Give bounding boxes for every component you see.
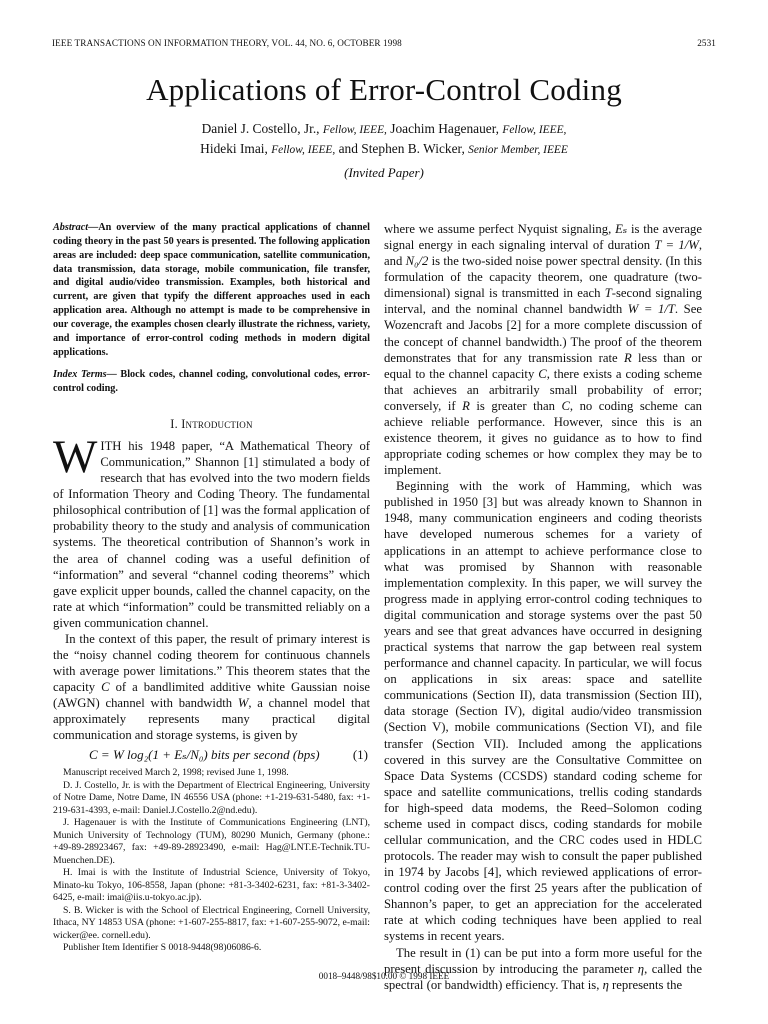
math-symbol: T: [604, 286, 612, 301]
paragraph-text: . See Wozencraft and Jacobs [2] for a more complete discussion of the concept of channel bandwidth.) The proof of the theorem demonstrates that for any transmission rate: [384, 302, 702, 365]
paragraph-text: In the context of this paper, the result of primary interest is the “noisy channel coding theorem for continuous channels with average power limitations.” This theorem states that the capacity: [53, 631, 370, 694]
paragraph-text: , no coding scheme can achieve reliable performance. However, since this is an existence theorem, it gives no guidance as to how to find appropriate coding schemes or how complex they may be to implement.: [384, 398, 702, 478]
paragraph-text: , a channel model that approximately represents many practical digital communication and storage systems, is given by: [53, 695, 370, 743]
paper-title: Applications of Error-Control Coding: [146, 72, 622, 107]
paragraph-text: is the average signal energy in each signaling interval of duration: [384, 222, 702, 253]
section-number: I.: [170, 417, 182, 432]
right-column: [384, 221, 702, 993]
paragraph-text: of a bandlimited additive white Gaussian noise (AWGN) channel with bandwidth: [53, 679, 370, 710]
math-symbol: Eₛ: [615, 222, 628, 236]
abstract-text: An overview of the many practical applications of channel coding theory in the past 50 years is presented. The following application areas are included: deep space communication, satellite communication, data transmission, data storage, mobile communication, file transfer, and digital audio/video transmission. Examples, both historical and current, are given that typify the different approaches used in each application area. Although no attempt is made to be comprehensive in our coverage, the examples chosen clearly illustrate the richness, variety, and importance of error-control coding methods in modern digital applications.: [53, 222, 370, 358]
abstract: [53, 221, 370, 359]
math-symbol: C: [538, 366, 547, 381]
footnote: J. Hagenauer is with the Institute of Communications Engineering (LNT), Munich University of Technology (TUM), 80290 Munich, Germany (phone.: +49-89-28923467, fax: +49-89-28923490, e-mail: Hag@LNT.E-Technik.TU-Muenchen.DE).: [53, 817, 370, 866]
drop-cap: W: [53, 431, 98, 484]
math-symbol: W = 1/T: [627, 302, 675, 317]
author-wicker: and Stephen B. Wicker,: [338, 140, 465, 156]
paragraph-text: is the two-sided noise power spectral density. (In this formulation of the capacity theorem, one quadrature (two-dimensional) signal is transmitted in each: [384, 254, 702, 301]
paragraph-history: Beginning with the work of Hamming, which was published in 1950 [3] but was already known to Shannon in 1948, many communication engineers and coding theorists have developed numerous schemes for a variety of applications in an attempt to achieve performance close to what was promised by Shannon with reasonable implementation complexity. In this paper, we will survey the progress made in applying error-control coding techniques to digital communication and storage systems over the past 50 years and see that great advances have occurred in designing practical systems that narrow the gap between real system performance and channel capacity. In particular, we will focus on applications in six areas: space and satellite communications (Section II), data transmission (Section III), data storage (Section IV), digital audio/video transmission (Section V), mobile communications (Section VI), and file transfer (Section VII). Included among the applications covered in this survey are the Consultative Committee on Space Data Systems (CCSDS) standard coding scheme for space and satellite communications, trellis coding standards for high-speed data modems, the Reed–Solomon coding scheme used in compact discs, coding standards for mobile cellular communication, and the CRC codes used in HDLC protocols. The reader may wish to consult the paper published in 1974 by Jacobs [4], which reviewed applications of error-control coding over the first 25 years after the publication of Shannon’s paper, to get an appreciation for the accelerated rate at which coding techniques have been applied to real systems in recent years.: [384, 479, 702, 944]
math-symbol: T = 1/W: [654, 238, 699, 253]
math-symbol: C: [561, 398, 570, 413]
copyright-footer: 0018–9448/98$10.00 © 1998 IEEE: [318, 971, 450, 981]
author-line-1: [0, 120, 768, 140]
paragraph-text: -second signaling interval, and the nominal channel bandwidth: [384, 286, 702, 317]
author-line-2: [0, 140, 768, 160]
footnote: Manuscript received March 2, 1998; revised June 1, 1998.: [63, 767, 289, 779]
index-terms-lead: Index Terms—: [53, 369, 117, 381]
paragraph-text: where we assume perfect Nyquist signaling,: [384, 222, 616, 236]
paragraph-spectral-efficiency: [384, 945, 702, 993]
journal-header: IEEE TRANSACTIONS ON INFORMATION THEORY, VOL. 44, NO. 6, OCTOBER 1998: [52, 38, 402, 48]
author-hagenauer: Joachim Hagenauer,: [390, 121, 500, 136]
abstract-lead: Abstract—: [53, 222, 99, 233]
left-column: [53, 221, 370, 955]
section-heading: [53, 416, 370, 432]
author-degree: Senior Member, IEEE: [468, 143, 568, 156]
equation-expression: C = W log₂(1 + Eₛ/N₀) bits per second (bps): [89, 747, 320, 763]
author-degree: Fellow, IEEE,: [322, 124, 387, 136]
math-symbol: η: [637, 961, 645, 976]
index-terms-text: Block codes, channel coding, convolutional codes, error-control coding.: [53, 369, 370, 395]
math-symbol: η: [602, 977, 609, 992]
drop-cap-continuation: ITH: [100, 439, 122, 454]
author-degree: Fellow, IEEE,: [271, 143, 336, 156]
author-list: [0, 120, 768, 159]
footnote: S. B. Wicker is with the School of Electrical Engineering, Cornell University, Ithaca, NY 14853 USA (phone: +1-607-255-8817, fax: +1-607-255-9072, e-mail: wicker@ee. cornell.edu).: [53, 904, 370, 941]
equation-1: [53, 745, 370, 765]
section-title: Introduction: [181, 417, 253, 432]
intro-paragraph-2: [53, 631, 370, 743]
footnote: D. J. Costello, Jr. is with the Department of Electrical Engineering, University of Notre Dame, Notre Dame, IN 46556 USA (phone: +1-219-631-5480, fax: +1-219-631-4393, e-mail: Daniel.J.Costello.2@nd.edu).: [53, 779, 370, 816]
paragraph-text: is greater than: [469, 398, 562, 413]
paragraph-text: , and: [384, 238, 702, 269]
math-symbol: R: [462, 398, 470, 413]
footnote: Publisher Item Identifier S 0018-9448(98)06086-6.: [63, 942, 262, 954]
paragraph-text: , there exists a coding scheme that achieves an arbitrarily small probability of error; conversely, if: [384, 366, 703, 413]
math-symbol: N₀/2: [405, 254, 429, 269]
paragraph-capacity-explanation: [384, 221, 702, 478]
index-terms: [53, 368, 370, 396]
paragraph-text: represents the: [608, 977, 683, 992]
paragraph-text: The result in (1) can be put into a form more useful for the present discussion by introducing the parameter: [384, 945, 702, 976]
paragraph-text: less than or equal to the channel capacity: [384, 350, 702, 381]
intro-paragraph-1: [53, 431, 370, 631]
invited-paper-note: (Invited Paper): [344, 165, 424, 180]
author-costello: Daniel J. Costello, Jr.,: [201, 121, 320, 136]
author-degree: Fellow, IEEE,: [502, 124, 567, 136]
footnotes: [53, 767, 370, 955]
math-symbol: W: [237, 695, 249, 710]
paragraph-text: , called the spectral (or bandwidth) efficiency. That is,: [384, 961, 702, 992]
paragraph-text: his 1948 paper, “A Mathematical Theory of Communication,” Shannon [1] stimulated a body of research that has evolved into the two modern fields of Information Theory and Coding Theory. The fundamental philosophical contribution of [1] was the formal application of probability theory to the study and analysis of communication systems. The theoretical contribution of Shannon’s work in the area of channel coding was a useful definition of “information” and several “channel coding theorems” which gave explicit upper bounds, called the channel capacity, on the rate at which “information” could be transmitted reliably on a given communication channel.: [53, 439, 370, 630]
page-number: 2531: [697, 38, 716, 48]
author-imai: Hideki Imai,: [200, 140, 268, 156]
math-symbol: C: [101, 679, 110, 694]
equation-number: (1): [352, 747, 368, 763]
footnote: H. Imai is with the Institute of Industrial Science, University of Tokyo, Minato-ku Tokyo, 106-8558, Japan (phone: +81-3-3402-6231, fax: +81-3-3402-6425, e-mail: imai@iis.u-tokyo.ac.jp).: [53, 867, 370, 904]
math-symbol: R: [623, 350, 632, 365]
